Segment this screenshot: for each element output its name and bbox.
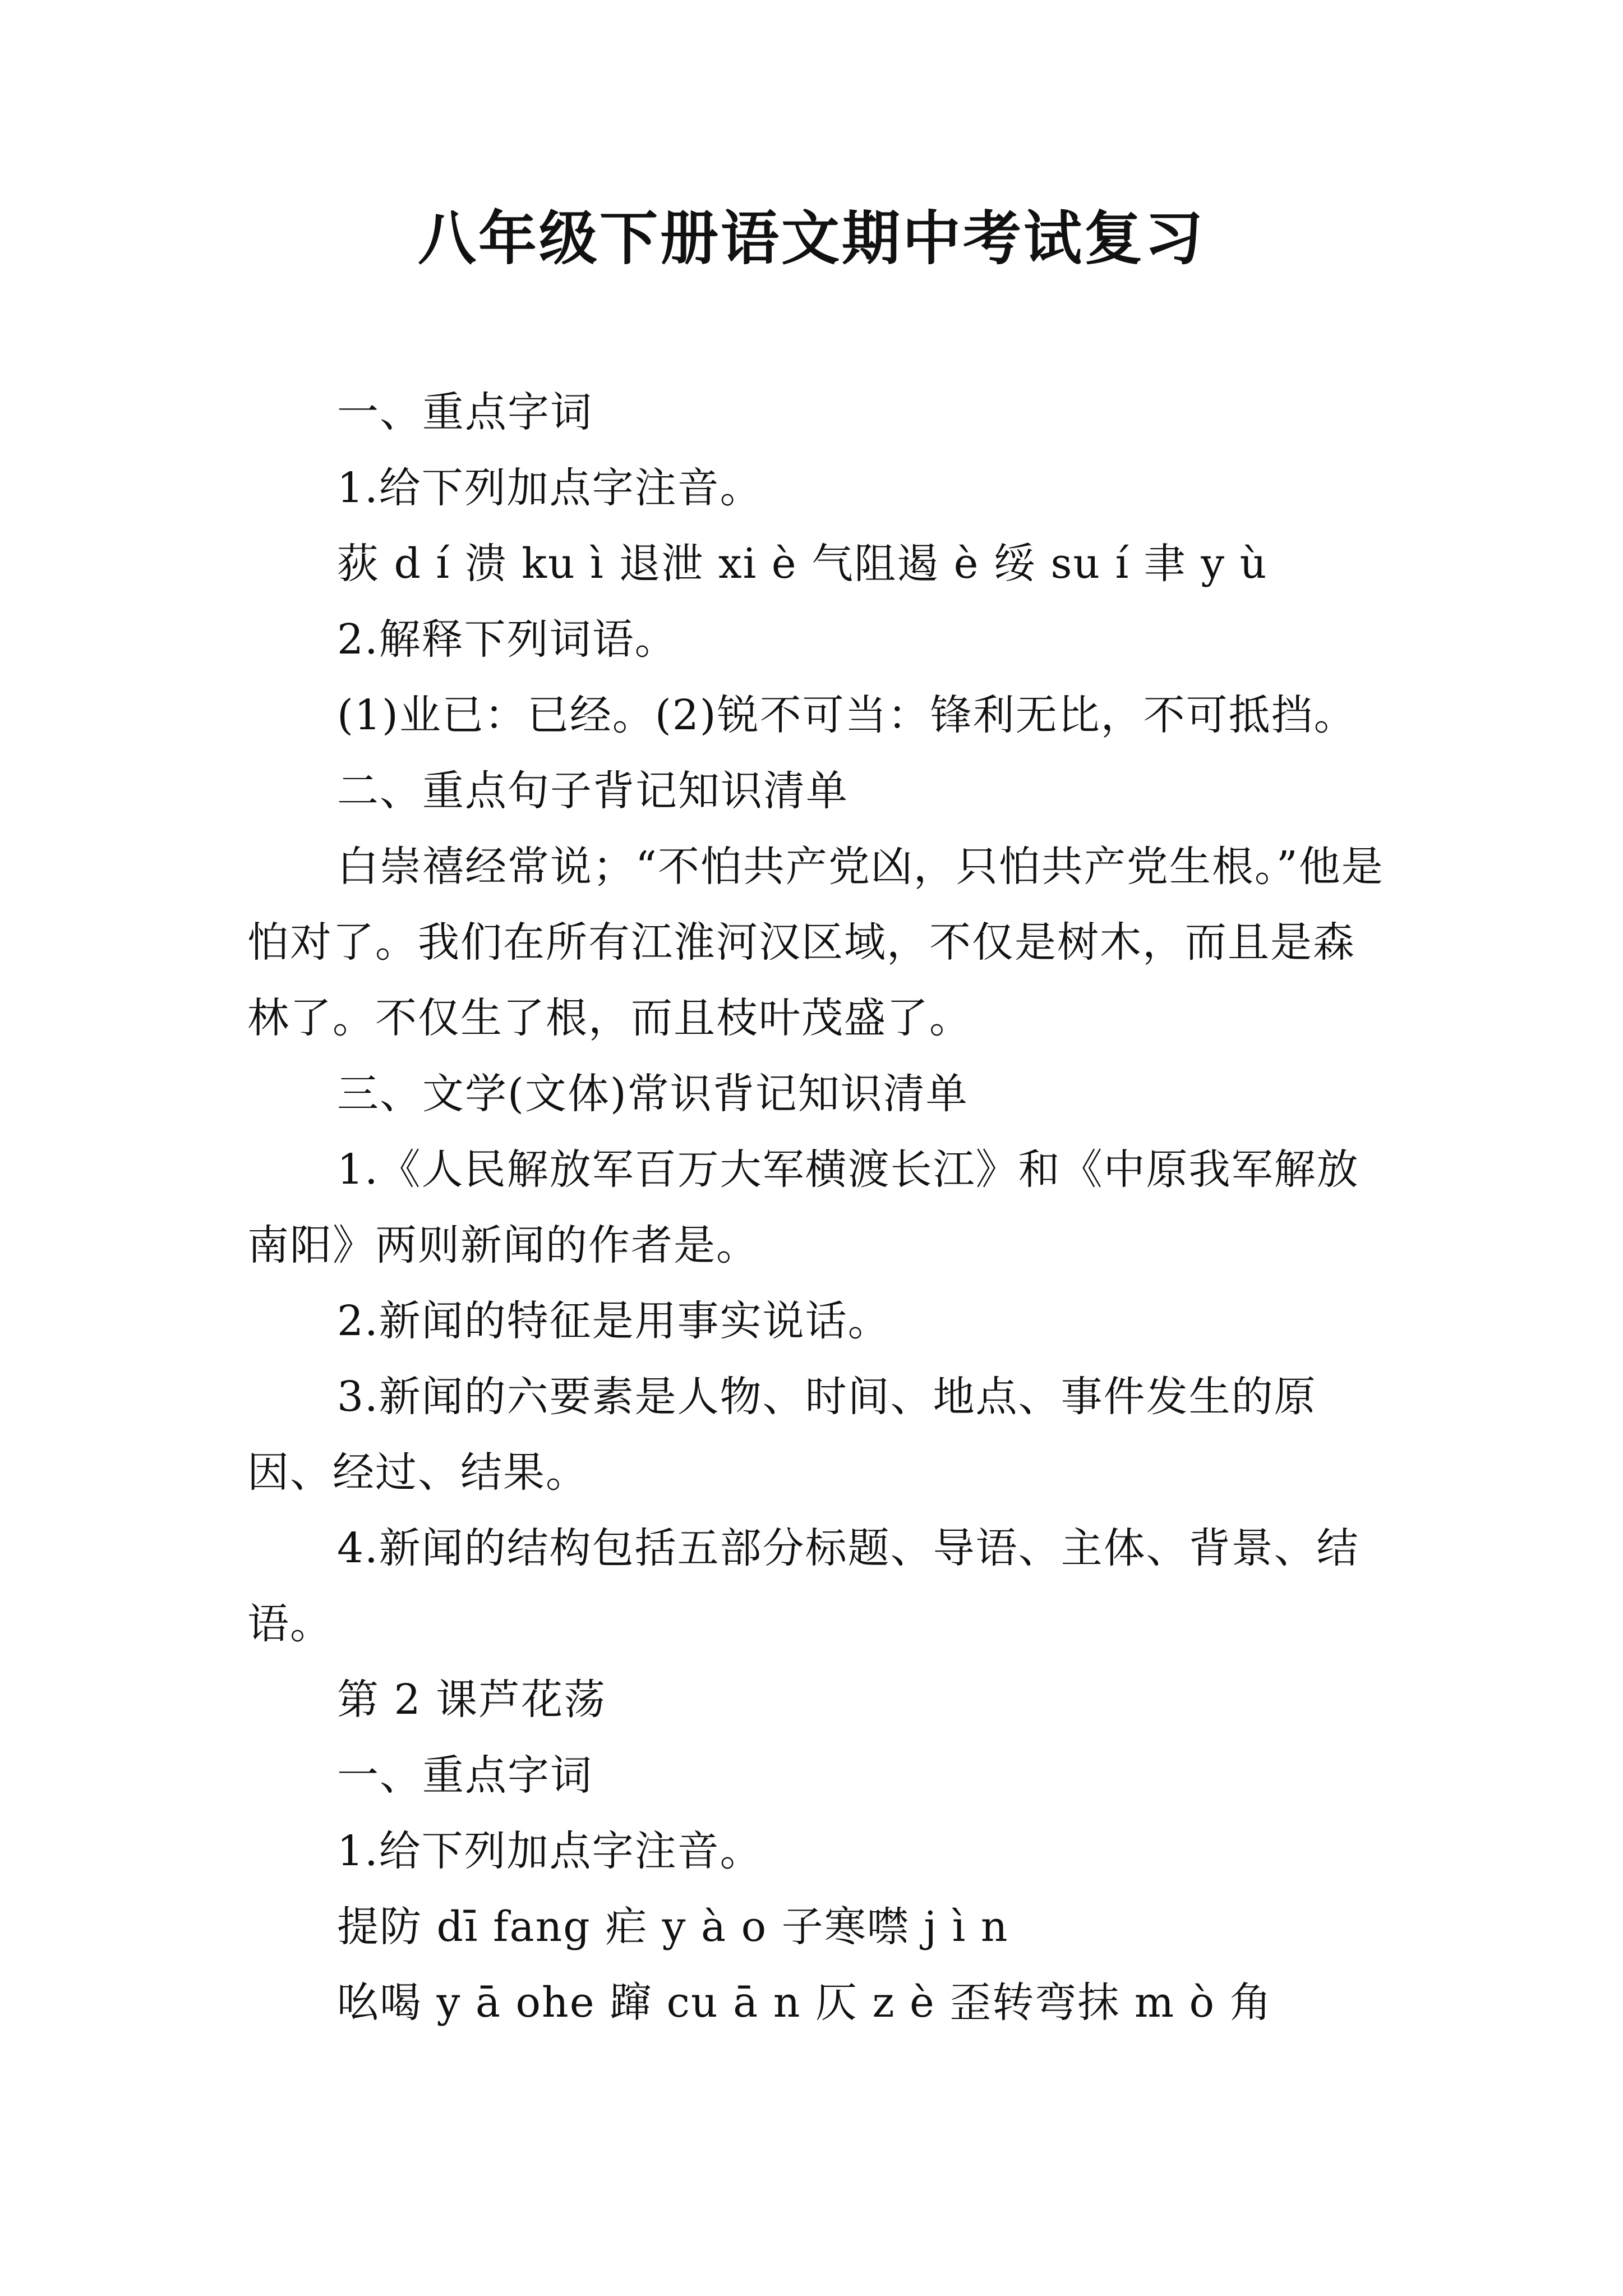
- literary-item-2: 2.新闻的特征是用事实说话。: [337, 1297, 891, 1345]
- lesson-2-pinyin-line-1: 提防 dī fang 疟 y à o 子寒噤 j ì n: [337, 1903, 1009, 1951]
- question-pinyin: 1.给下列加点字注音。: [337, 464, 763, 512]
- section-heading-literary-knowledge: 三、文学(文体)常识背记知识清单: [337, 1070, 969, 1118]
- lesson-2-pinyin-line-2: 吆喝 y ā ohe 蹿 cu ā n 仄 z è 歪转弯抹 m ò 角: [337, 1978, 1272, 2027]
- section-heading-key-sentences: 二、重点句子背记知识清单: [337, 767, 849, 815]
- question-explain-words: 2.解释下列词语。: [337, 615, 677, 664]
- lesson-2-question-pinyin: 1.给下列加点字注音。: [337, 1827, 763, 1875]
- literary-item-4: 4.新闻的结构包括五部分标题、导语、主体、背景、结语。: [247, 1524, 1359, 1648]
- pinyin-answers: 荻 d í 溃 ku ì 退泄 xi è 气阻遏 è 绥 su í 聿 y ù: [337, 540, 1268, 588]
- document-title: 八年级下册语文期中考试复习: [417, 204, 1205, 273]
- literary-item-3: 3.新闻的六要素是人物、时间、地点、事件发生的原因、经过、结果。: [247, 1373, 1317, 1497]
- lesson-2-heading: 第 2 课芦花荡: [337, 1676, 607, 1724]
- word-explanations: (1)业已：已经。(2)锐不可当：锋利无比，不可抵挡。: [337, 691, 1357, 739]
- lesson-2-section-heading-key-words: 一、重点字词: [337, 1751, 593, 1800]
- document-body: [247, 375, 1386, 2041]
- key-sentence-paragraph: 白崇禧经常说；“不怕共产党凶，只怕共产党生根。”他是怕对了。我们在所有江淮河汉区域，不仅是树木，而且是森林了。不仅生了根，而且枝叶茂盛了。: [247, 843, 1384, 1042]
- section-heading-key-words: 一、重点字词: [337, 388, 593, 436]
- literary-item-1: 1.《人民解放军百万大军横渡长江》和《中原我军解放南阳》两则新闻的作者是。: [247, 1145, 1359, 1269]
